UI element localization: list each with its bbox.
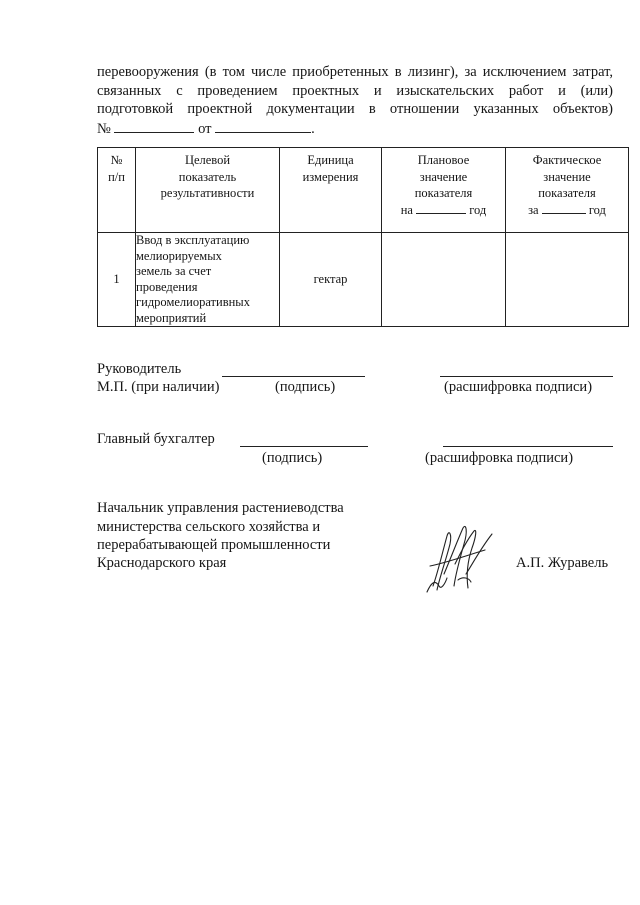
accountant-title: Главный бухгалтер [97,431,215,447]
header-line: результативности [160,186,255,200]
period-blank [416,202,466,214]
accountant-signature-caption: (подпись) [262,450,323,466]
number-blank [114,119,194,133]
seal-note: М.П. (при наличии) [97,379,220,395]
indicator-line: Ввод в эксплуатацию [136,233,250,247]
header-line: Фактическое [532,153,602,167]
row-number: 1 [98,233,136,327]
head-signature-caption: (подпись) [275,379,336,395]
document-number-line [97,119,315,138]
head-signature-line [222,376,365,377]
end-mark: . [311,121,315,137]
intro-line: связанных с проведением проектных и изыскательских работ и (или) [97,83,613,99]
head-name-caption: (расшифровка подписи) [444,379,593,395]
header-line: измерения [302,169,359,184]
row-indicator [136,233,280,327]
row-unit: гектар [280,233,382,327]
period-prefix: за [528,202,539,217]
indicators-table [97,147,629,327]
row-actual-value [506,233,629,327]
header-line: п/п [108,169,125,184]
head-title: Руководитель [97,361,182,377]
accountant-name-line [443,446,613,447]
header-line: показателя [414,186,473,200]
accountant-name-caption: (расшифровка подписи) [425,450,574,466]
intro-line: подготовкой проектной документации в отношении указанных объектов) [97,101,613,117]
header-line: значение [543,169,591,184]
indicator-line: гидромелиоративных [136,295,250,309]
official-position-line: Краснодарского края [97,555,227,571]
table-header-row [98,148,629,233]
intro-line: перевооружения (в том числе приобретенных в лизинг), за исключением затрат, [97,64,613,80]
header-line: № [110,153,123,167]
official-position-line: перерабатывающей промышленности [97,537,331,553]
indicator-line: мелиорируемых [136,248,222,263]
table-row [98,233,629,327]
indicator-line: проведения [136,279,198,294]
header-period-line [382,202,505,219]
header-unit [280,148,382,233]
indicator-line: мероприятий [136,310,207,325]
header-line: показателя [538,186,596,200]
header-line: показатель [178,169,237,184]
header-actual [506,148,629,233]
official-position-line: Начальник управления растениеводства [97,500,344,516]
date-blank [215,119,311,133]
head-name-line [440,376,613,377]
header-period-line [506,202,628,219]
header-planned [382,148,506,233]
header-number [98,148,136,233]
official-position-line: министерства сельского хозяйства и [97,519,321,535]
accountant-signature-line [240,446,368,447]
period-suffix: год [588,202,606,217]
from-word: от [198,121,212,137]
header-line: Единица [307,153,354,167]
period-blank [542,202,586,214]
handwritten-signature [425,522,497,594]
period-prefix: на [400,202,413,217]
official-name: А.П. Журавель [516,555,609,571]
header-line: значение [419,169,468,184]
period-suffix: год [469,202,487,217]
indicator-line: земель за счет [136,264,212,278]
header-line: Целевой [184,153,231,167]
header-line: Плановое [417,153,470,167]
row-planned-value [382,233,506,327]
number-sign: № [97,121,111,137]
header-indicator [136,148,280,233]
